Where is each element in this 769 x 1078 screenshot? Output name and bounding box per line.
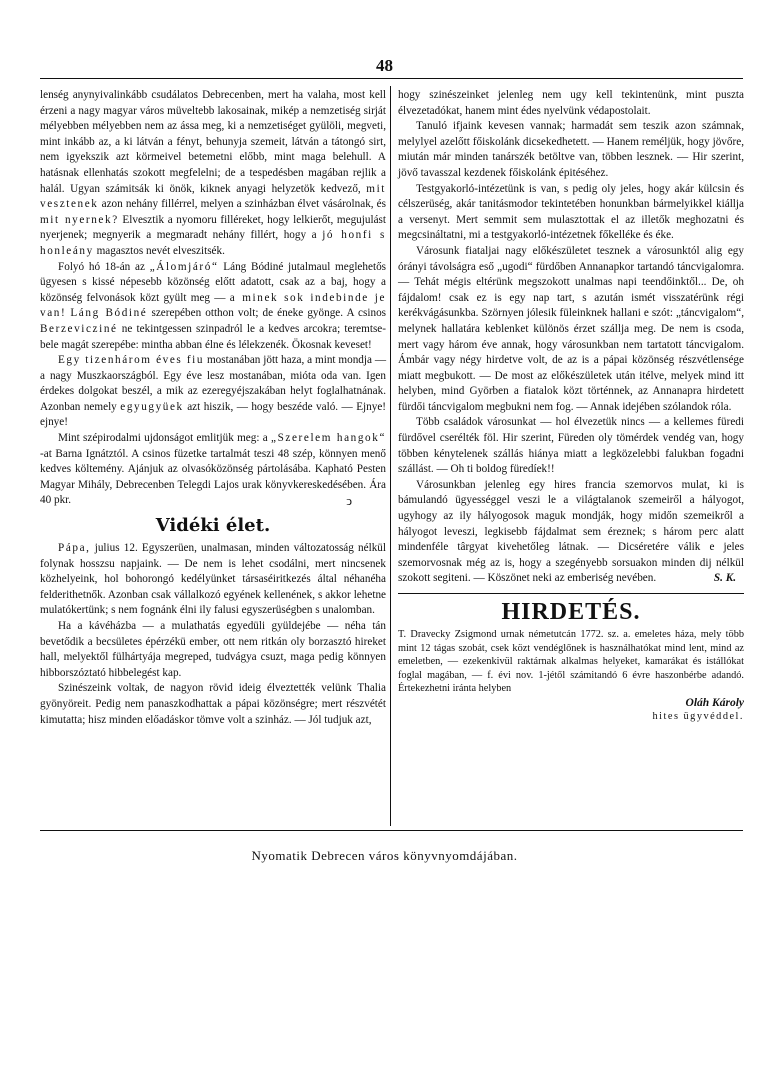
- printer-imprint: Nyomatik Debrecen város könyvnyomdájában.: [251, 848, 518, 863]
- text: Városunkban jelenleg egy hires francia szemorvos mulat, ki is bámulandó ügyességgel veszi le a világtalanok szemeiről a hályogot, ugyhogy az ily hályogosok maguk mondják, hogy midőn szemeikről a hályogot leveszi, legkisebb fájdalmat sem éreznek; s három perc alatt mindenféle târgyat kivehetőleg látnak. — Dicséretére válik e jeles szemorvosnak még az is, hogy a szegényebb sorsuakon minden dij nélkül szokott segiteni. — Köszönet neki az emberiség nevében.: [398, 478, 744, 585]
- text: Mint szépirodalmi ujdonságot emlitjük meg: a: [58, 432, 268, 445]
- emphasis-text: Berzevicziné: [40, 322, 118, 335]
- paragraph-boy: [40, 353, 386, 431]
- column-divider: [390, 86, 391, 826]
- ad-signature: [398, 697, 744, 724]
- paragraph-students: Tanuló ifjaink kevesen vannak; harmadát sem teszik azon számnak, melylyel azelőtt főiskolánk dicsekedhetett. — Hanem reméljük, hogy jövőre, miután már minden tanárszék betöltve van, többen lesznek. — Hir szerint, jövő tavasszal kezdenek főiskolánk épitéséhez.: [398, 120, 744, 179]
- paragraph-fured: Több családok városunkat — hol élvezetük nincs — a kellemes füredi fürdővel cserélték föl. Hir szerint, Füreden oly tömérdek vendég van, hogy többen kénytelenek szállás hiánya miatt a legközelebbi falukban fogadni szállást. — Oh ti boldog füredíek!!: [398, 416, 744, 476]
- text: lenség anynyivalinkább csudálatos Debrecenben, mert ha valaha, most kell érzeni a nagy magyar város müveltebb lakosainak, mikép a nemzetiség sirját mélyebben mélyebben nem az ássa meg, ki a nemzetiséget gyülöli, megveti, mint inkább az, a ki látván a fényt, behunyja szemeit, látván a tátongó sirt, nem igyekszik azt körmeivel betemetni előbb, mint maga belehull. A hatásnak ellenhatás szokott megfelelni; de a tespedésben magában rejlik a halál. Ugyan számitsák ki önök, kiknek anyagi helyzetök kedvező,: [40, 89, 386, 195]
- emphasis-text: „Álomjáró“: [149, 260, 219, 273]
- ad-body: [398, 628, 744, 696]
- bottom-rule: [40, 830, 743, 831]
- emphasis-text: mit nyernek?: [40, 213, 119, 226]
- top-rule: [40, 78, 743, 79]
- ad-name: Oláh Károly: [685, 696, 744, 709]
- emphasis-text: Láng Bódiné: [70, 307, 148, 320]
- emphasis-text: a minek sok indebinde je van!: [40, 291, 387, 320]
- emphasis-text: Egy tizenhárom éves fiu: [58, 354, 205, 367]
- text: szerepében otthon volt; de éneke gyönge. A csinos: [151, 307, 387, 320]
- text: azt hiszik, — hogy beszéde való. — Ejnye! ejnye!: [40, 400, 387, 429]
- fleuron-ornament: ↄ: [346, 493, 352, 509]
- right-column: [398, 88, 744, 724]
- ad-text: T. Dravecky Zsigmond urnak németutcán 1772. sz. a. emeletes háza, mely több mint 12 tágas szobát, csek közt vendéglőnek is használhatókat mind lent, mind az emeletben, — ezekenkivül raktárnak alkalmas helyeket, kamarákat és istállókat foglal magában, — f. évi nov. 1-jétől számitandó 6 évre haszonbérbe adandó. Értekezhetni iránta helyben: [398, 629, 744, 694]
- text: -at Barna Ignátztól. A csinos füzetke tartalmát teszi 48 szép, könnyen menő kedves költemény. Ajánjuk az olvasóközönség pártolásába. Kapható Pesten Magyar Mihály, Debrecenben Telegdi Lajos urak könyvkereskedésében. Ára 40 pkr.: [40, 447, 386, 507]
- emphasis-text: mit vesztenek: [40, 182, 387, 211]
- text: ne tekintgessen szinpadról le a kedves arcokra; teremtse-bele magát szerepébe: mintha abban élne és lélekzenék. Ökosnak keveset!: [40, 322, 386, 351]
- author-signature: S. K.: [713, 572, 736, 585]
- paragraph-actors: Szinészeink voltak, de nagyon rövid ideig élveztették velünk Thalia gyönyöreit. Pedig nem panaszkodhattak a pápai közönségre; mert részvétét kimutatta; hisz minden előadáskor tömve volt a szinház. — Jól tudjuk azt,: [40, 682, 386, 726]
- emphasis-text: jó honfi s honleány: [40, 229, 387, 257]
- left-column: [40, 88, 386, 728]
- paragraph-papa: [40, 541, 386, 619]
- text: magasztos nevét elveszitsék.: [96, 244, 225, 257]
- paragraph-cafe: Ha a kávéházba — a mulathatás egyedüli gyüldejébe — néha tán bevetődik a becsületes épérzékü ember, ott nem ritkán oly borzasztó hireket hall, melyektől fülhártyája megreped, tudvágya csuzt, maga pedig könnyen hibborszóztató hibbelegést kap.: [40, 620, 386, 679]
- emphasis-text: egyugyüek: [120, 400, 184, 413]
- ad-divider: [398, 593, 744, 594]
- paragraph-alomjaro: [40, 260, 386, 354]
- text: Folyó hó 18-án az: [58, 260, 145, 273]
- section-title: Vidéki élet.: [155, 515, 271, 537]
- text: azon nehány fillérrel, melyen a szinházban élvet vásárolnak, és: [101, 198, 386, 211]
- ad-title: HIRDETÉS.: [501, 599, 641, 625]
- text: julius 12. Egyszerüen, unalmasan, minden változatosság nélkül folynak hosszsu napjaink. — De nem is lehet csodálni, mert nincsenek közhelyeink, hol bohorongó kedélyünket társaséiritkezés által néhanéha felderithetnők. Azonban csak vállalkozó egyének kellenének, s akkor lehetne mulatókertünk; s nem fognánk élni ily falusi egyszerüségben s unalomban.: [40, 542, 386, 617]
- page-number: 48: [376, 56, 393, 75]
- paragraph-gymnastics: Testgyakorló-intézetünk is van, s pedig oly jeles, hogy akár külcsin és célszerüség, akár tanitásmodor tekintetében honunkban bármelyikkel kiállja a versenyt. Mert semmit sem mulasztottak el az illetők meghozatni és megcsináltatni, mi a testgyakorló-intézetnek főkelléke és éke.: [398, 182, 744, 242]
- text: Láng Bódiné jutalmaul meglehetős ügyesen s kissé népesebb közönség előtt adatott, csak az a baj, hogy a közönség felvonások közt gyült meg —: [40, 260, 387, 304]
- paragraph-oculist: [398, 478, 744, 587]
- emphasis-text: „Szerelem hangok“: [271, 432, 387, 445]
- paragraph-dance: Városunk fiataljai nagy előkészületet tesznek a városunktól alig egy órányi távolságra eső „ugodi“ fürdőben Annanapkor tartandó táncvigalomra. — Tehát mégis eltérünk megszokott unalmas napi teendőinktől... De, oh fájdalom! csak ez is egy nap tart, s azután ismét visszatérünk régi kerékvágásunkba. Szörnyen jólesik füleinknek hallani e szót: „táncvigalom“, melynek hallatára keblenket különös érzet szállja meg. De nem is csoda, mert vagy három éve annak, hogy városunkban nem tartatott táncvigalom. Ámbár vagy négy hirdetve volt, de az is a pápai közönség részvétlensége miatt megbukott. — De most az előkészületek után itélve, melyek mind itt helyben, mind Györben a fiatalok közt történnek, az Annanapra hirdetett fürdői táncvigalom megbukni nem fog. — Annak idejében szólandok róla.: [398, 244, 744, 413]
- text: mostanában jött haza, a mint mondja — a nagy Muszkaországból. Egy éve lesz mostanában, mióta oda van. Igen érdekes dolgokat beszél, a mik az ezeregyéjszakában helyt foglalhatnának. Azonban nemely: [40, 354, 387, 413]
- emphasis-text: Pápa,: [58, 542, 91, 555]
- paragraph-theatre: [40, 88, 386, 260]
- ad-role: hites ügyvéddel.: [652, 711, 744, 722]
- text: Elvesztik a nyomoru filléreket, hogy lelkierőt, megujulást nyerjenek; megnyerik a megmaradt nehány fillért, hogy a: [40, 213, 386, 242]
- paragraph-actors-cont: hogy szinészeinket jelenleg nem ugy kell tekintenünk, mint puszta élvezetadókat, hanem mint édes nyelvünk védapostolait.: [398, 89, 744, 117]
- paragraph-book-notice: [40, 431, 386, 509]
